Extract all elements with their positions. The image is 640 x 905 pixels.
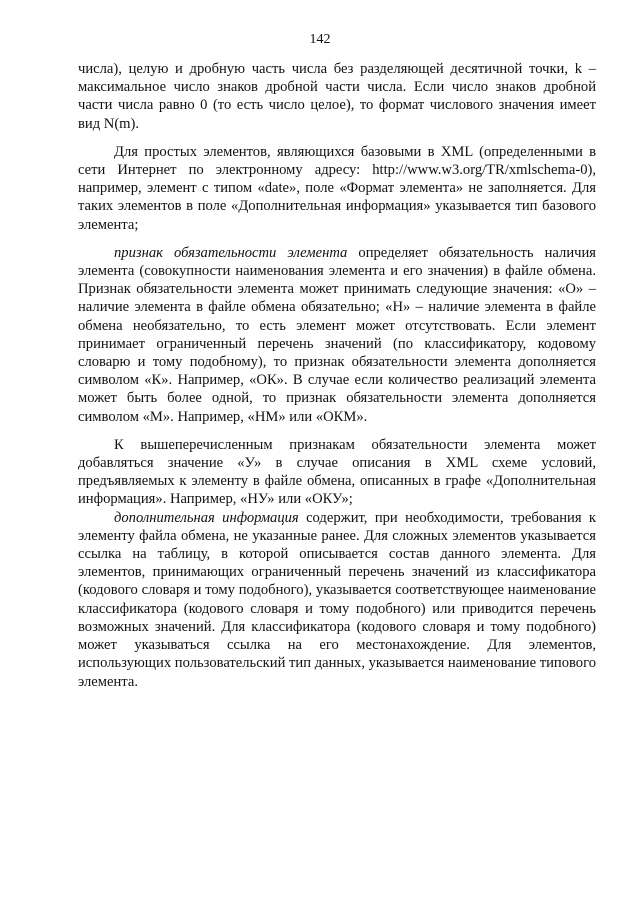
paragraph-required-flag xyxy=(78,244,596,426)
paragraph-additional-info xyxy=(78,509,596,691)
paragraph-text: определяет обязательность наличия элемента (совокупности наименования элемента и его значения) в файле обмена. Признак обязательности элемента может принимать следующие значения: «О» – наличие элемента в файле обмена обязательно; «Н» – наличие элемента в файле обмена необязательно, то есть элемент может отсутствовать. Если элемент принимает ограниченный перечень значений (по классификатору, кодовому словарю и тому подобному), то признак обязательности элемента дополняется символом «К». Например, «ОК». В случае если количество реализаций элемента может быть более одной, то признак обязательности элемента дополняется символом «М». Например, «НМ» или «ОКМ». xyxy=(78,244,596,425)
paragraph-simple-elements xyxy=(78,143,596,234)
paragraph-text: числа), целую и дробную часть числа без разделяющей десятичной точки, k – максимальное число знаков дробной части числа. Если число знаков дробной части числа равно 0 (то есть число целое), то формат числового значения имеет вид N(m). xyxy=(78,61,596,132)
document-body xyxy=(78,60,596,691)
page-number: 142 xyxy=(309,32,331,47)
term-additional-info: дополнительная информация xyxy=(114,509,299,526)
paragraph-text: Для простых элементов, являющихся базовыми в XML (определенными в сети Интернет по электронному адресу: http://www.w3.org/TR/xmlschema-0), например, элемент с типом «date», поле «Формат элемента» не заполняется. Для таких элементов в поле «Дополнительная информация» указывается тип базового элемента; xyxy=(78,143,596,233)
paragraph-text: содержит, при необходимости, требования к элементу файла обмена, не указанные ранее. Для сложных элементов указывается ссылка на таблицу, в которой описывается состав данного элемента. Для элементов, принимающих ограниченный перечень значений из классификатора (кодового словаря и тому подобного), указывается соответствующее наименование классификатора (кодового словаря и тому подобного) или приводится перечень возможных значений. Для классификатора (кодового словаря и тому подобного) может указываться ссылка на его местонахождение. Для элементов, использующих пользовательский тип данных, указывается наименование типового элемента. xyxy=(78,509,597,690)
paragraph-condition-flag xyxy=(78,436,596,509)
paragraph-text: К вышеперечисленным признакам обязательности элемента может добавляться значение «У» в случае описания в XML схеме условий, предъявляемых к элементу в файле обмена, описанных в графе «Дополнительная информация». Например, «НУ» или «ОКУ»; xyxy=(78,436,596,508)
term-required-flag: признак обязательности элемента xyxy=(114,244,348,261)
paragraph-number-format xyxy=(78,60,596,133)
